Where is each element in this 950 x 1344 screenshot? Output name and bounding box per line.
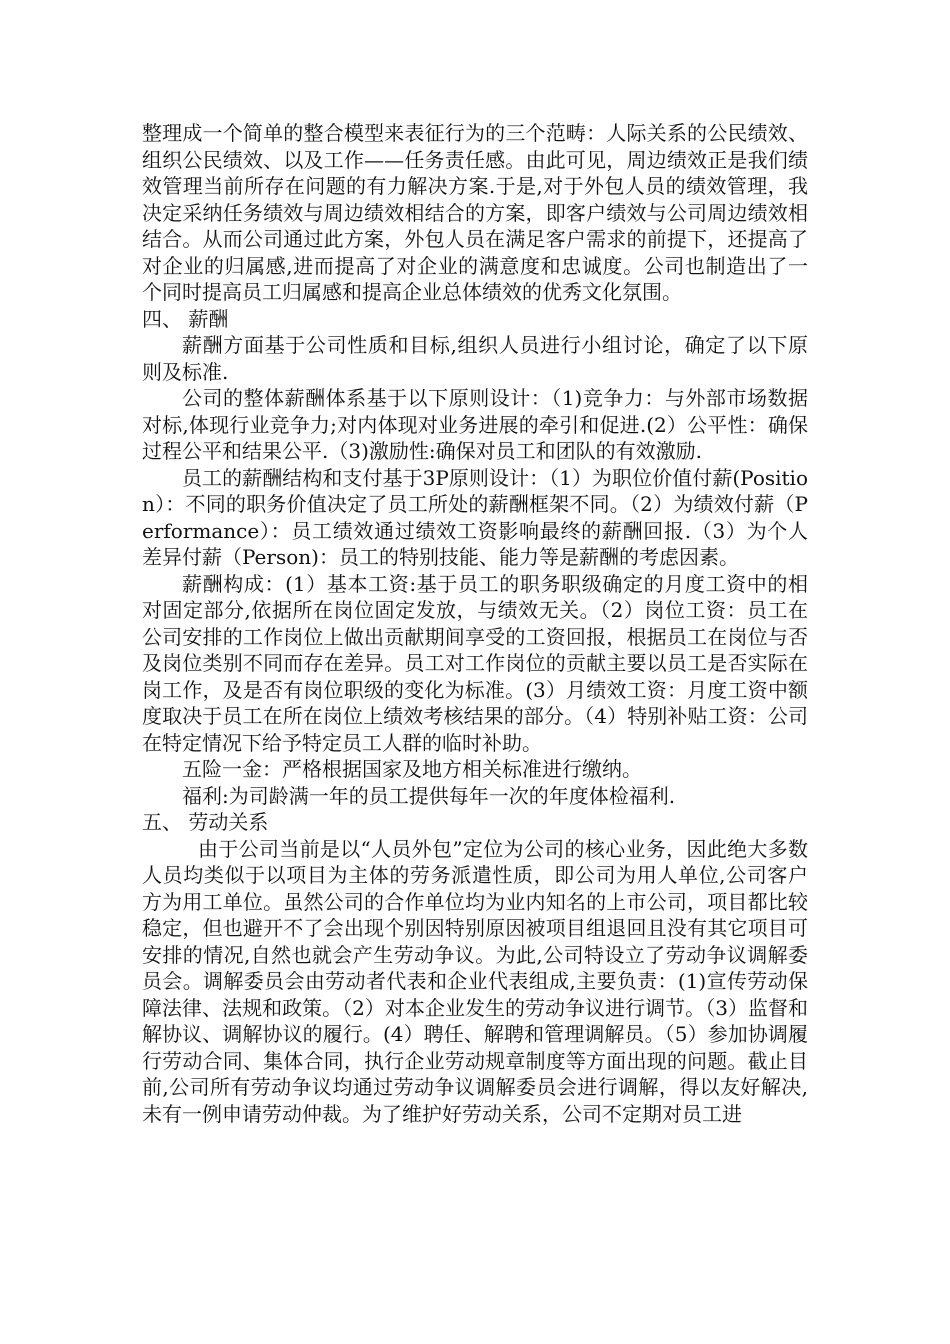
paragraph-performance-summary: 整理成一个简单的整合模型来表征行为的三个范畴：人际关系的公民绩效、组织公民绩效、以及工作——任务责任感。由此可见，周边绩效正是我们绩效管理当前所存在问题的有力解决方案.于是,对于外包人员的绩效管理，我决定采纳任务绩效与周边绩效相结合的方案，即客户绩效与公司周边绩效相结合。从而公司通过此方案，外包人员在满足客户需求的前提下，还提高了对企业的归属感,进而提高了对企业的满意度和忠诚度。公司也制造出了一个同时提高员工归属感和提高企业总体绩效的优秀文化氛围。 xyxy=(142,121,808,304)
paragraph-3p-principles: 员工的薪酬结构和支付基于3P原则设计：（1）为职位价值付薪(Position）：不同的职务价值决定了员工所处的薪酬框架不同。（2）为绩效付薪（Performance）：员工绩效通过绩效工资影响最终的薪酬回报.（3）为个人差异付薪（Person)：员工的特别技能、能力等是薪酬的考虑因素。 xyxy=(142,465,808,569)
paragraph-compensation-principles: 公司的整体薪酬体系基于以下原则设计：（1)竞争力：与外部市场数据对标,体现行业竞争力;对内体现对业务进展的牵引和促进.(2）公平性：确保过程公平和结果公平.（3)激励性:确保对员工和团队的有效激励. xyxy=(142,386,808,463)
paragraph-labor-relations: 由于公司当前是以“人员外包”定位为公司的核心业务，因此绝大多数人员均类似于以项目为主体的劳务派遣性质，即公司为用人单位,公司客户方为用工单位。虽然公司的合作单位均为业内知名的上市公司，项目都比较稳定，但也避开不了会出现个别因特别原因被项目组退回且没有其它项目可安排的情况,自然也就会产生劳动争议。为此,公司特设立了劳动争议调解委员会。调解委员会由劳动者代表和企业代表组成,主要负责：(1)宣传劳动保障法律、法规和政策。（2）对本企业发生的劳动争议进行调节。（3）监督和解协议、调解协议的履行。(4）聘任、解聘和管理调解员。（5）参加协调履行劳动合同、集体合同，执行企业劳动规章制度等方面出现的问题。截止目前,公司所有劳动争议均通过劳动争议调解委员会进行调解，得以友好解决,未有一例申请劳动仲裁。为了维护好劳动关系，公司不定期对员工进 xyxy=(142,836,808,1126)
section-heading-labor-relations: 五、 劳动关系 xyxy=(142,810,269,834)
paragraph-social-insurance: 五险一金：严格根据国家及地方相关标准进行缴纳。 xyxy=(182,757,642,781)
section-heading-compensation: 四、 薪酬 xyxy=(142,306,229,331)
document-body xyxy=(142,120,808,1127)
paragraph-compensation-intro: 薪酬方面基于公司性质和目标,组织人员进行小组讨论，确定了以下原则及标准. xyxy=(142,333,808,384)
paragraph-benefits: 福利:为司龄满一年的员工提供每年一次的年度体检福利. xyxy=(182,783,676,808)
paragraph-compensation-structure: 薪酬构成：(1）基本工资:基于员工的职务职级确定的月度工资中的相对固定部分,依据所在岗位固定发放，与绩效无关。（2）岗位工资：员工在公司安排的工作岗位上做出贡献期间享受的工资回报，根据员工在岗位与否及岗位类别不同而存在差异。员工对工作岗位的贡献主要以员工是否实际在岗工作，及是否有岗位职级的变化为标准。(3）月绩效工资：月度工资中额度取决于员工在所在岗位上绩效考核结果的部分。（4）特别补贴工资：公司在特定情况下给予特定员工人群的临时补助。 xyxy=(142,571,808,755)
